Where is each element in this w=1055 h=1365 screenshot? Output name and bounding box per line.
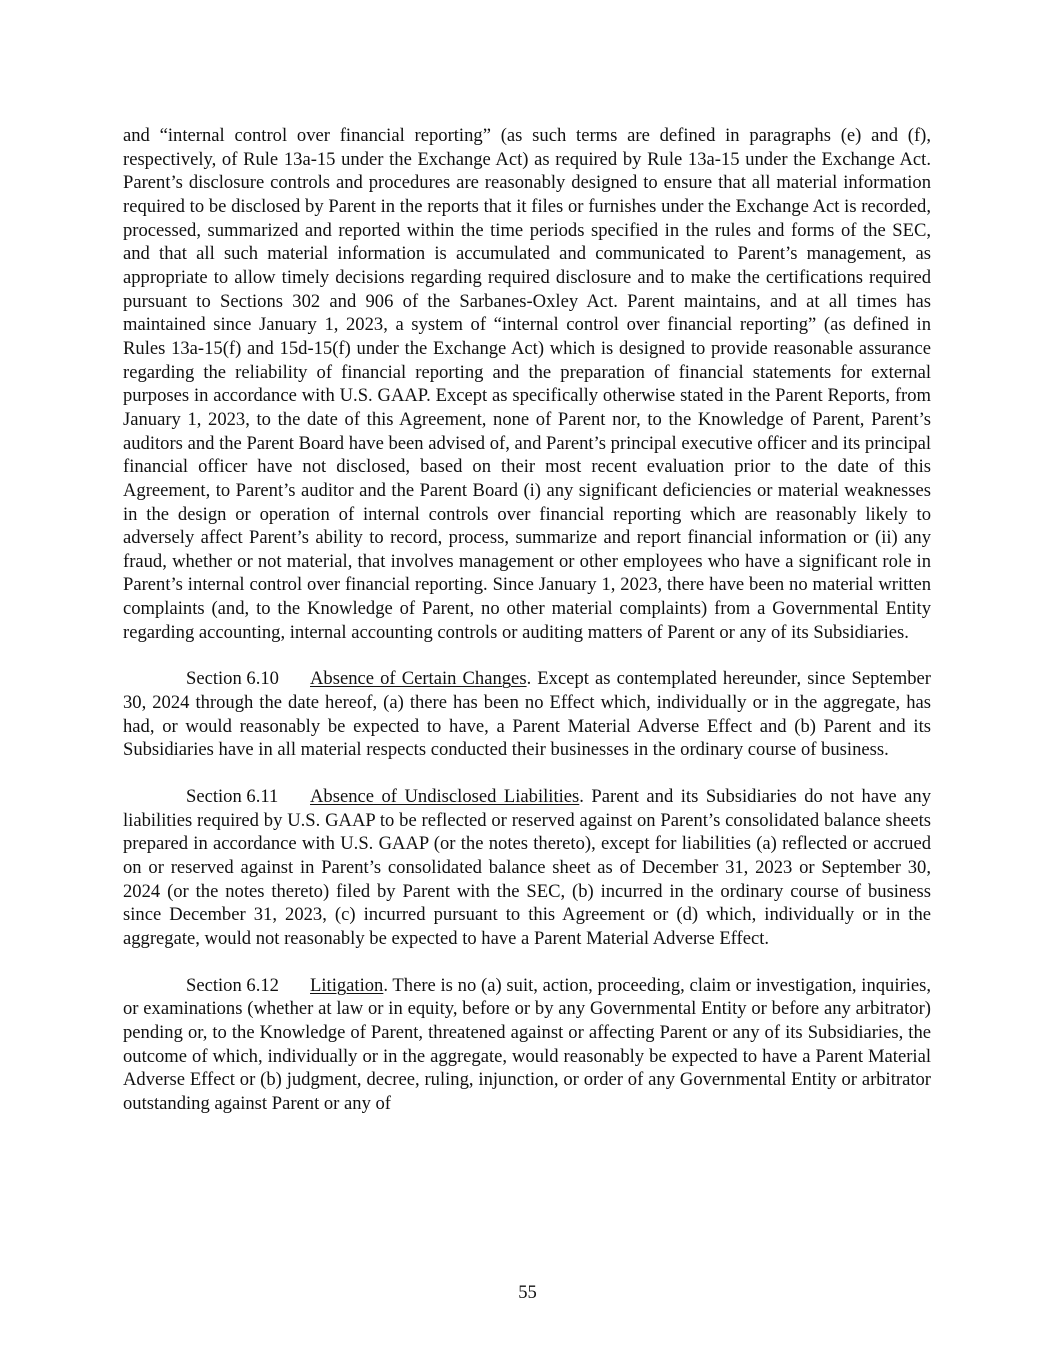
section-body: . Parent and its Subsidiaries do not have any liabilities required by U.S. GAAP to be reflected or reserved against on Parent’s consolidated balance sheets prepared in accordance with U.S. GAAP (or the notes thereto), except for liabilities (a) reflected or accrued on or reserved against in Parent’s consolidated balance sheet as of December 31, 2023 or September 30, 2024 (or the notes thereto) filed by Parent with the SEC, (b) incurred in the ordinary course of business since December 31, 2023, (c) incurred pursuant to this Agreement or (d) which, individually or in the aggregate, would not reasonably be expected to have a Parent Material Adverse Effect. — [123, 786, 931, 949]
section-number: Section 6.11 — [186, 786, 279, 808]
section-6-12 — [123, 974, 931, 1116]
document-page — [123, 124, 931, 1116]
opening-paragraph: and “internal control over financial reporting” (as such terms are defined in paragraphs (e) and (f), respectively, of Rule 13a-15 under the Exchange Act) as required by Rule 13a-15 under the Exchange Act. Parent’s disclosure controls and procedures are reasonably designed to ensure that all material information required to be disclosed by Parent in the reports that it files or furnishes under the Exchange Act is recorded, processed, summarized and reported within the time periods specified in the rules and forms of the SEC, and that all such material information is accumulated and communicated to Parent’s management, as appropriate to allow timely decisions regarding required disclosure and to make the certifications required pursuant to Sections 302 and 906 of the Sarbanes-Oxley Act. Parent maintains, and at all times has maintained since January 1, 2023, a system of “internal control over financial reporting” (as defined in Rules 13a-15(f) and 15d-15(f) under the Exchange Act) which is designed to provide reasonable assurance regarding the reliability of financial reporting and the preparation of financial statements for external purposes in accordance with U.S. GAAP. Except as specifically otherwise stated in the Parent Reports, from January 1, 2023, to the date of this Agreement, none of Parent nor, to the Knowledge of Parent, Parent’s auditors and the Parent Board have been advised of, and Parent’s principal executive officer and its principal financial officer have not disclosed, based on their most recent evaluation prior to the date of this Agreement, to Parent’s auditor and the Parent Board (i) any significant deficiencies or material weaknesses in the design or operation of internal controls over financial reporting which are reasonably likely to adversely affect Parent’s ability to record, process, summarize and report financial information or (ii) any fraud, whether or not material, that involves management or other employees who have a significant role in Parent’s internal control over financial reporting. Since January 1, 2023, there have been no material written complaints (and, to the Knowledge of Parent, no other material complaints) from a Governmental Entity regarding accounting, internal accounting controls or auditing matters of Parent or any of its Subsidiaries. — [123, 125, 931, 643]
section-6-10 — [123, 667, 931, 762]
page-number: 55 — [518, 1282, 537, 1303]
section-title: Absence of Undisclosed Liabilities — [310, 786, 580, 808]
section-6-11 — [123, 785, 931, 951]
section-title: Absence of Certain Changes — [310, 668, 527, 690]
section-body: . There is no (a) suit, action, proceeding, claim or investigation, inquiries, or examinations (whether at law or in equity, before or by any Governmental Entity or before any arbitrator) pending or, to the Knowledge of Parent, threatened against or affecting Parent or any of its Subsidiaries, the outcome of which, individually or in the aggregate, would reasonably be expected to have a Parent Material Adverse Effect or (b) judgment, decree, ruling, injunction, or order of any Governmental Entity or arbitrator outstanding against Parent or any of — [123, 974, 931, 1114]
section-title: Litigation — [310, 974, 384, 996]
section-body: . Except as contemplated hereunder, since September 30, 2024 through the date hereof, (a) there has been no Effect which, individually or in the aggregate, has had, or would reasonably be expected to have, a Parent Material Adverse Effect and (b) Parent and its Subsidiaries have in all material respects conducted their businesses in the ordinary course of business. — [123, 668, 932, 761]
section-number: Section 6.10 — [186, 668, 279, 690]
section-number: Section 6.12 — [186, 974, 279, 996]
